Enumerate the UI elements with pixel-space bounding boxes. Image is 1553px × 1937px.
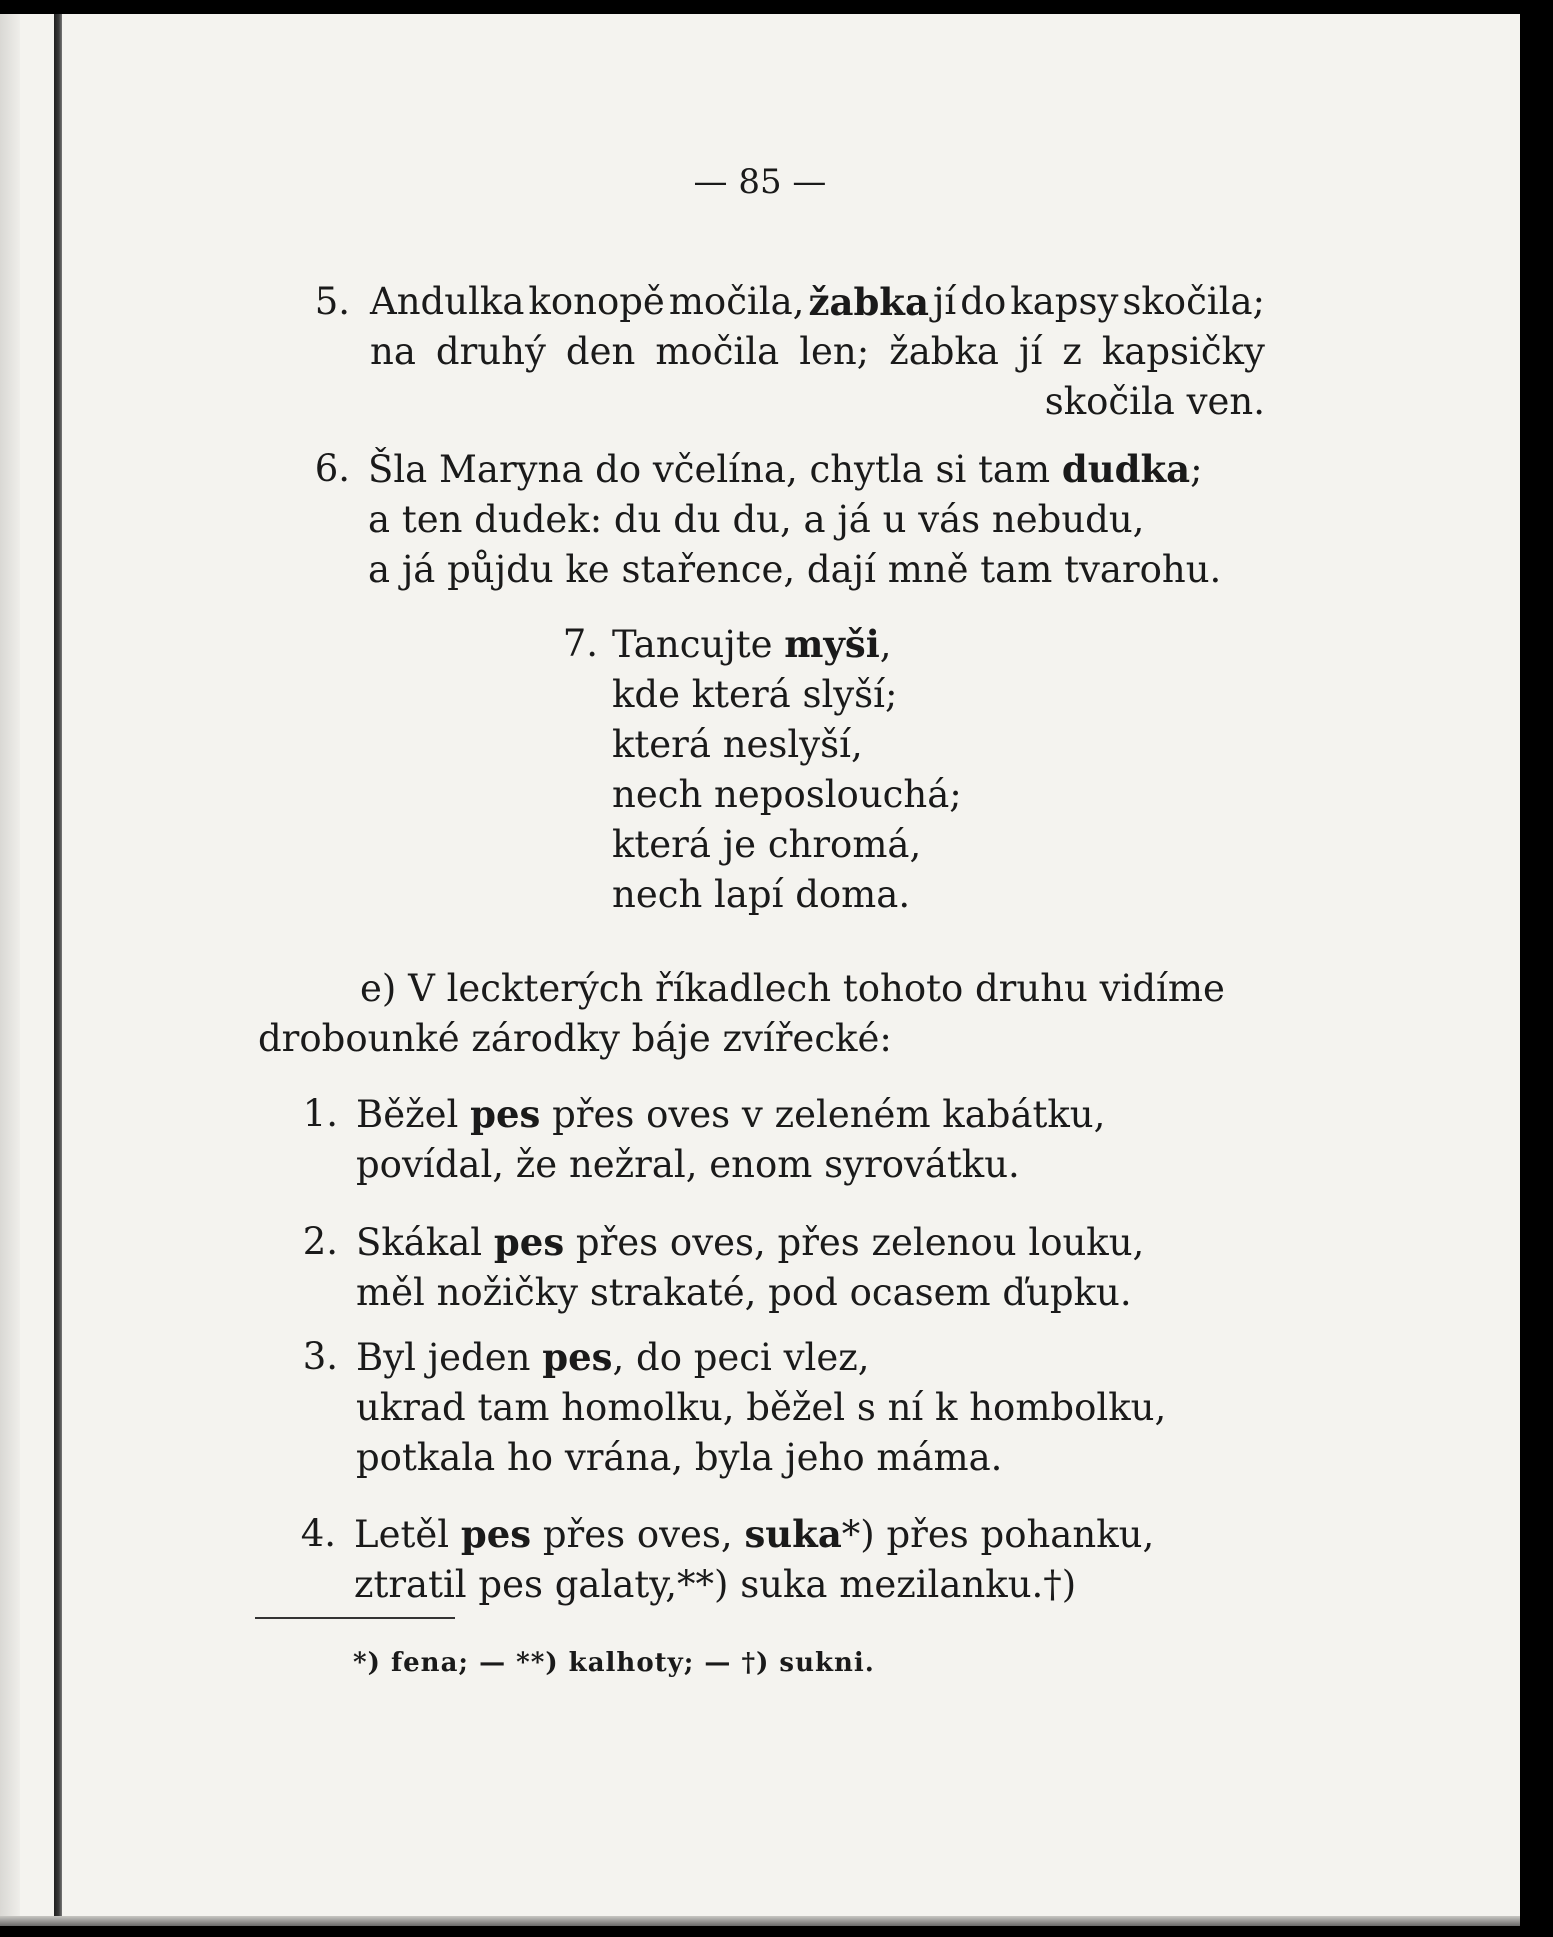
- verse-number: 3.: [302, 1335, 338, 1378]
- verse-word: močila,: [668, 280, 805, 323]
- verse-word: močila: [655, 330, 780, 373]
- verse-line: a já půjdu ke stařence, dají mně tam tvarohu.: [368, 548, 1222, 591]
- bold-word: myši: [784, 622, 880, 666]
- verse-line: Skákal pes přes oves, přes zelenou louku,: [356, 1220, 1145, 1264]
- verse-line: [370, 277, 1265, 327]
- verse-line: skočila ven.: [1044, 380, 1265, 423]
- verse-number: 7.: [562, 622, 598, 665]
- verse-word: z: [1062, 330, 1082, 373]
- verse-number: 1.: [302, 1092, 338, 1135]
- verse-line: která neslyší,: [612, 723, 863, 766]
- footnote: *) fena; — **) kalhoty; — †) sukni.: [353, 1648, 875, 1678]
- bold-word: pes: [493, 1220, 565, 1264]
- page-number: — 85 —: [693, 162, 827, 202]
- verse-line: kde která slyší;: [612, 673, 898, 716]
- verse-5: [370, 277, 1265, 427]
- verse-line: ztratil pes galaty,**) suka mezilanku.†): [354, 1563, 1077, 1606]
- verse-line: Letěl pes přes oves, suka*) přes pohanku,: [354, 1512, 1155, 1556]
- bold-word: suka: [744, 1512, 842, 1556]
- verse-line: nech neposlouchá;: [612, 773, 962, 816]
- verse-word: kapsičky: [1101, 330, 1265, 373]
- verse-line: a ten dudek: du du du, a já u vás nebudu,: [368, 498, 1145, 541]
- bold-word: dudka: [1061, 447, 1191, 491]
- verse-line: která je chromá,: [612, 823, 922, 866]
- verse-number: 4.: [300, 1512, 336, 1555]
- verse-line: povídal, že nežral, enom syrovátku.: [356, 1143, 1020, 1186]
- bold-word: pes: [460, 1512, 532, 1556]
- verse-word: kapsy: [1010, 280, 1119, 323]
- verse-word: na: [370, 330, 416, 373]
- verse-line: Tancujte myši,: [612, 622, 892, 666]
- verse-word: druhý: [435, 330, 546, 373]
- verse-word: žabka: [889, 330, 999, 373]
- verse-6: [368, 444, 1221, 595]
- verse-word: Andulka: [370, 280, 525, 323]
- verse-line: potkala ho vrána, byla jeho máma.: [356, 1436, 1003, 1479]
- verse-word: jí: [932, 280, 957, 323]
- page-gutter: [0, 14, 20, 1926]
- footnote-rule: [255, 1617, 455, 1619]
- verse-line: Šla Maryna do včelína, chytla si tam dudka;: [368, 447, 1203, 491]
- verse-b2: [356, 1217, 1144, 1318]
- verse-number: 2.: [302, 1220, 338, 1263]
- verse-line: [370, 327, 1265, 377]
- verse-word: skočila;: [1122, 280, 1265, 323]
- page-bottom-edge: [0, 1916, 1520, 1926]
- paragraph-e: [258, 964, 1258, 1064]
- verse-number: 6.: [314, 447, 350, 490]
- verse-line: Byl jeden pes, do peci vlez,: [356, 1335, 870, 1379]
- verse-b3: [356, 1332, 1166, 1483]
- verse-word: do: [960, 280, 1007, 323]
- verse-b1: [356, 1089, 1105, 1190]
- bold-word: žabka: [808, 280, 929, 324]
- paragraph-line: drobounké zárodky báje zvířecké:: [258, 1017, 892, 1060]
- verse-number: 5.: [314, 280, 350, 323]
- bold-word: pes: [470, 1092, 541, 1136]
- paragraph-line: e) V leckterých říkadlech tohoto druhu vidíme: [360, 967, 1225, 1010]
- bold-word: pes: [542, 1335, 613, 1379]
- book-page: [0, 14, 1520, 1926]
- binding-edge: [54, 14, 62, 1926]
- verse-line: Běžel pes přes oves v zeleném kabátku,: [356, 1092, 1106, 1136]
- verse-word: konopě: [528, 280, 665, 323]
- verse-line: nech lapí doma.: [612, 873, 911, 916]
- verse-7: [612, 619, 962, 920]
- verse-word: len;: [799, 330, 870, 373]
- verse-line: měl nožičky strakaté, pod ocasem ďupku.: [356, 1271, 1132, 1314]
- verse-b4: [354, 1509, 1154, 1610]
- verse-word: den: [565, 330, 636, 373]
- verse-line: ukrad tam homolku, běžel s ní k hombolku,: [356, 1386, 1167, 1429]
- verse-word: jí: [1019, 330, 1043, 373]
